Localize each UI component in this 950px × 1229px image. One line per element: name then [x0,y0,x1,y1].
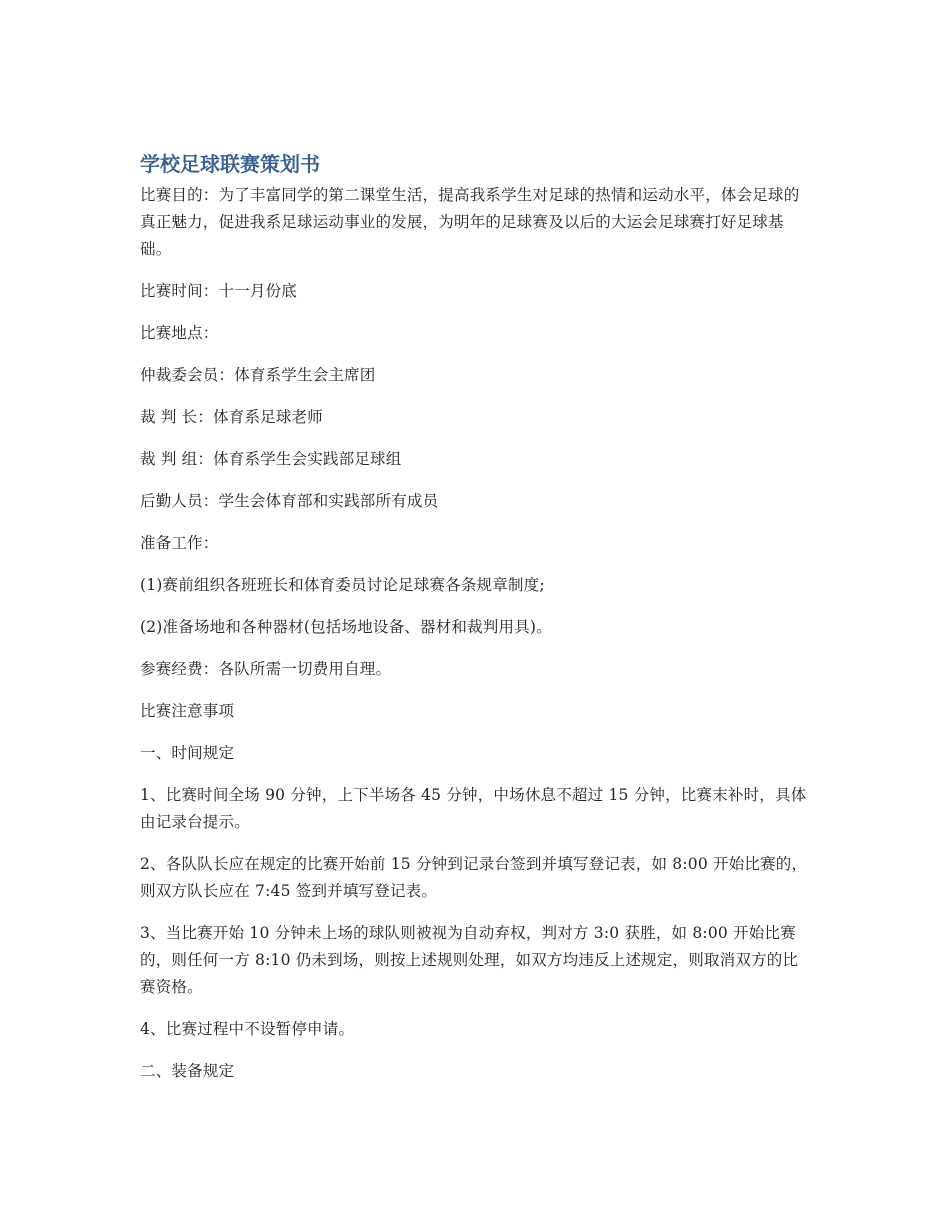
paragraph-fees: 参赛经费：各队所需一切费用自理。 [140,660,392,678]
paragraph-rule-3: 3、当比赛开始 10 分钟未上场的球队则被视为自动弃权，判对方 3:0 获胜，如 8:00 开始比赛的，则任何一方 8:10 仍未到场，则按上述规则处理，如双方均违反上述规定，则取消双方的比赛资格。 [140,924,799,996]
document-page [140,150,810,1100]
paragraph-preparation: 准备工作： [140,534,219,552]
paragraph-purpose: 比赛目的：为了丰富同学的第二课堂生活，提高我系学生对足球的热情和运动水平，体会足球的真正魅力，促进我系足球运动事业的发展，为明年的足球赛及以后的大运会足球赛打好足球基础。 [140,186,800,258]
paragraph-prep-item-2: (2)准备场地和各种器材(包括场地设备、器材和裁判用具)。 [140,618,552,636]
paragraph-logistics: 后勤人员：学生会体育部和实践部所有成员 [140,492,439,510]
paragraph-rule-4: 4、比赛过程中不设暂停申请。 [140,1020,355,1038]
paragraph-notes-heading: 比赛注意事项 [140,702,235,720]
paragraph-section-time: 一、时间规定 [140,744,235,762]
document-title: 学校足球联赛策划书 [140,152,320,176]
paragraph-section-equipment: 二、装备规定 [140,1062,235,1080]
paragraph-venue: 比赛地点： [140,324,219,342]
paragraph-referee-group: 裁 判 组：体育系学生会实践部足球组 [140,450,402,468]
paragraph-rule-2: 2、各队队长应在规定的比赛开始前 15 分钟到记录台签到并填写登记表，如 8:00 开始比赛的，则双方队长应在 7:45 签到并填写登记表。 [140,855,808,900]
paragraph-arbitration: 仲裁委会员：体育系学生会主席团 [140,366,376,384]
paragraph-chief-referee: 裁 判 长：体育系足球老师 [140,408,323,426]
paragraph-rule-1: 1、比赛时间全场 90 分钟，上下半场各 45 分钟，中场休息不超过 15 分钟，比赛末补时，具体由记录台提示。 [140,786,807,831]
paragraph-time: 比赛时间：十一月份底 [140,282,298,300]
paragraph-prep-item-1: (1)赛前组织各班班长和体育委员讨论足球赛各条规章制度; [140,576,545,594]
